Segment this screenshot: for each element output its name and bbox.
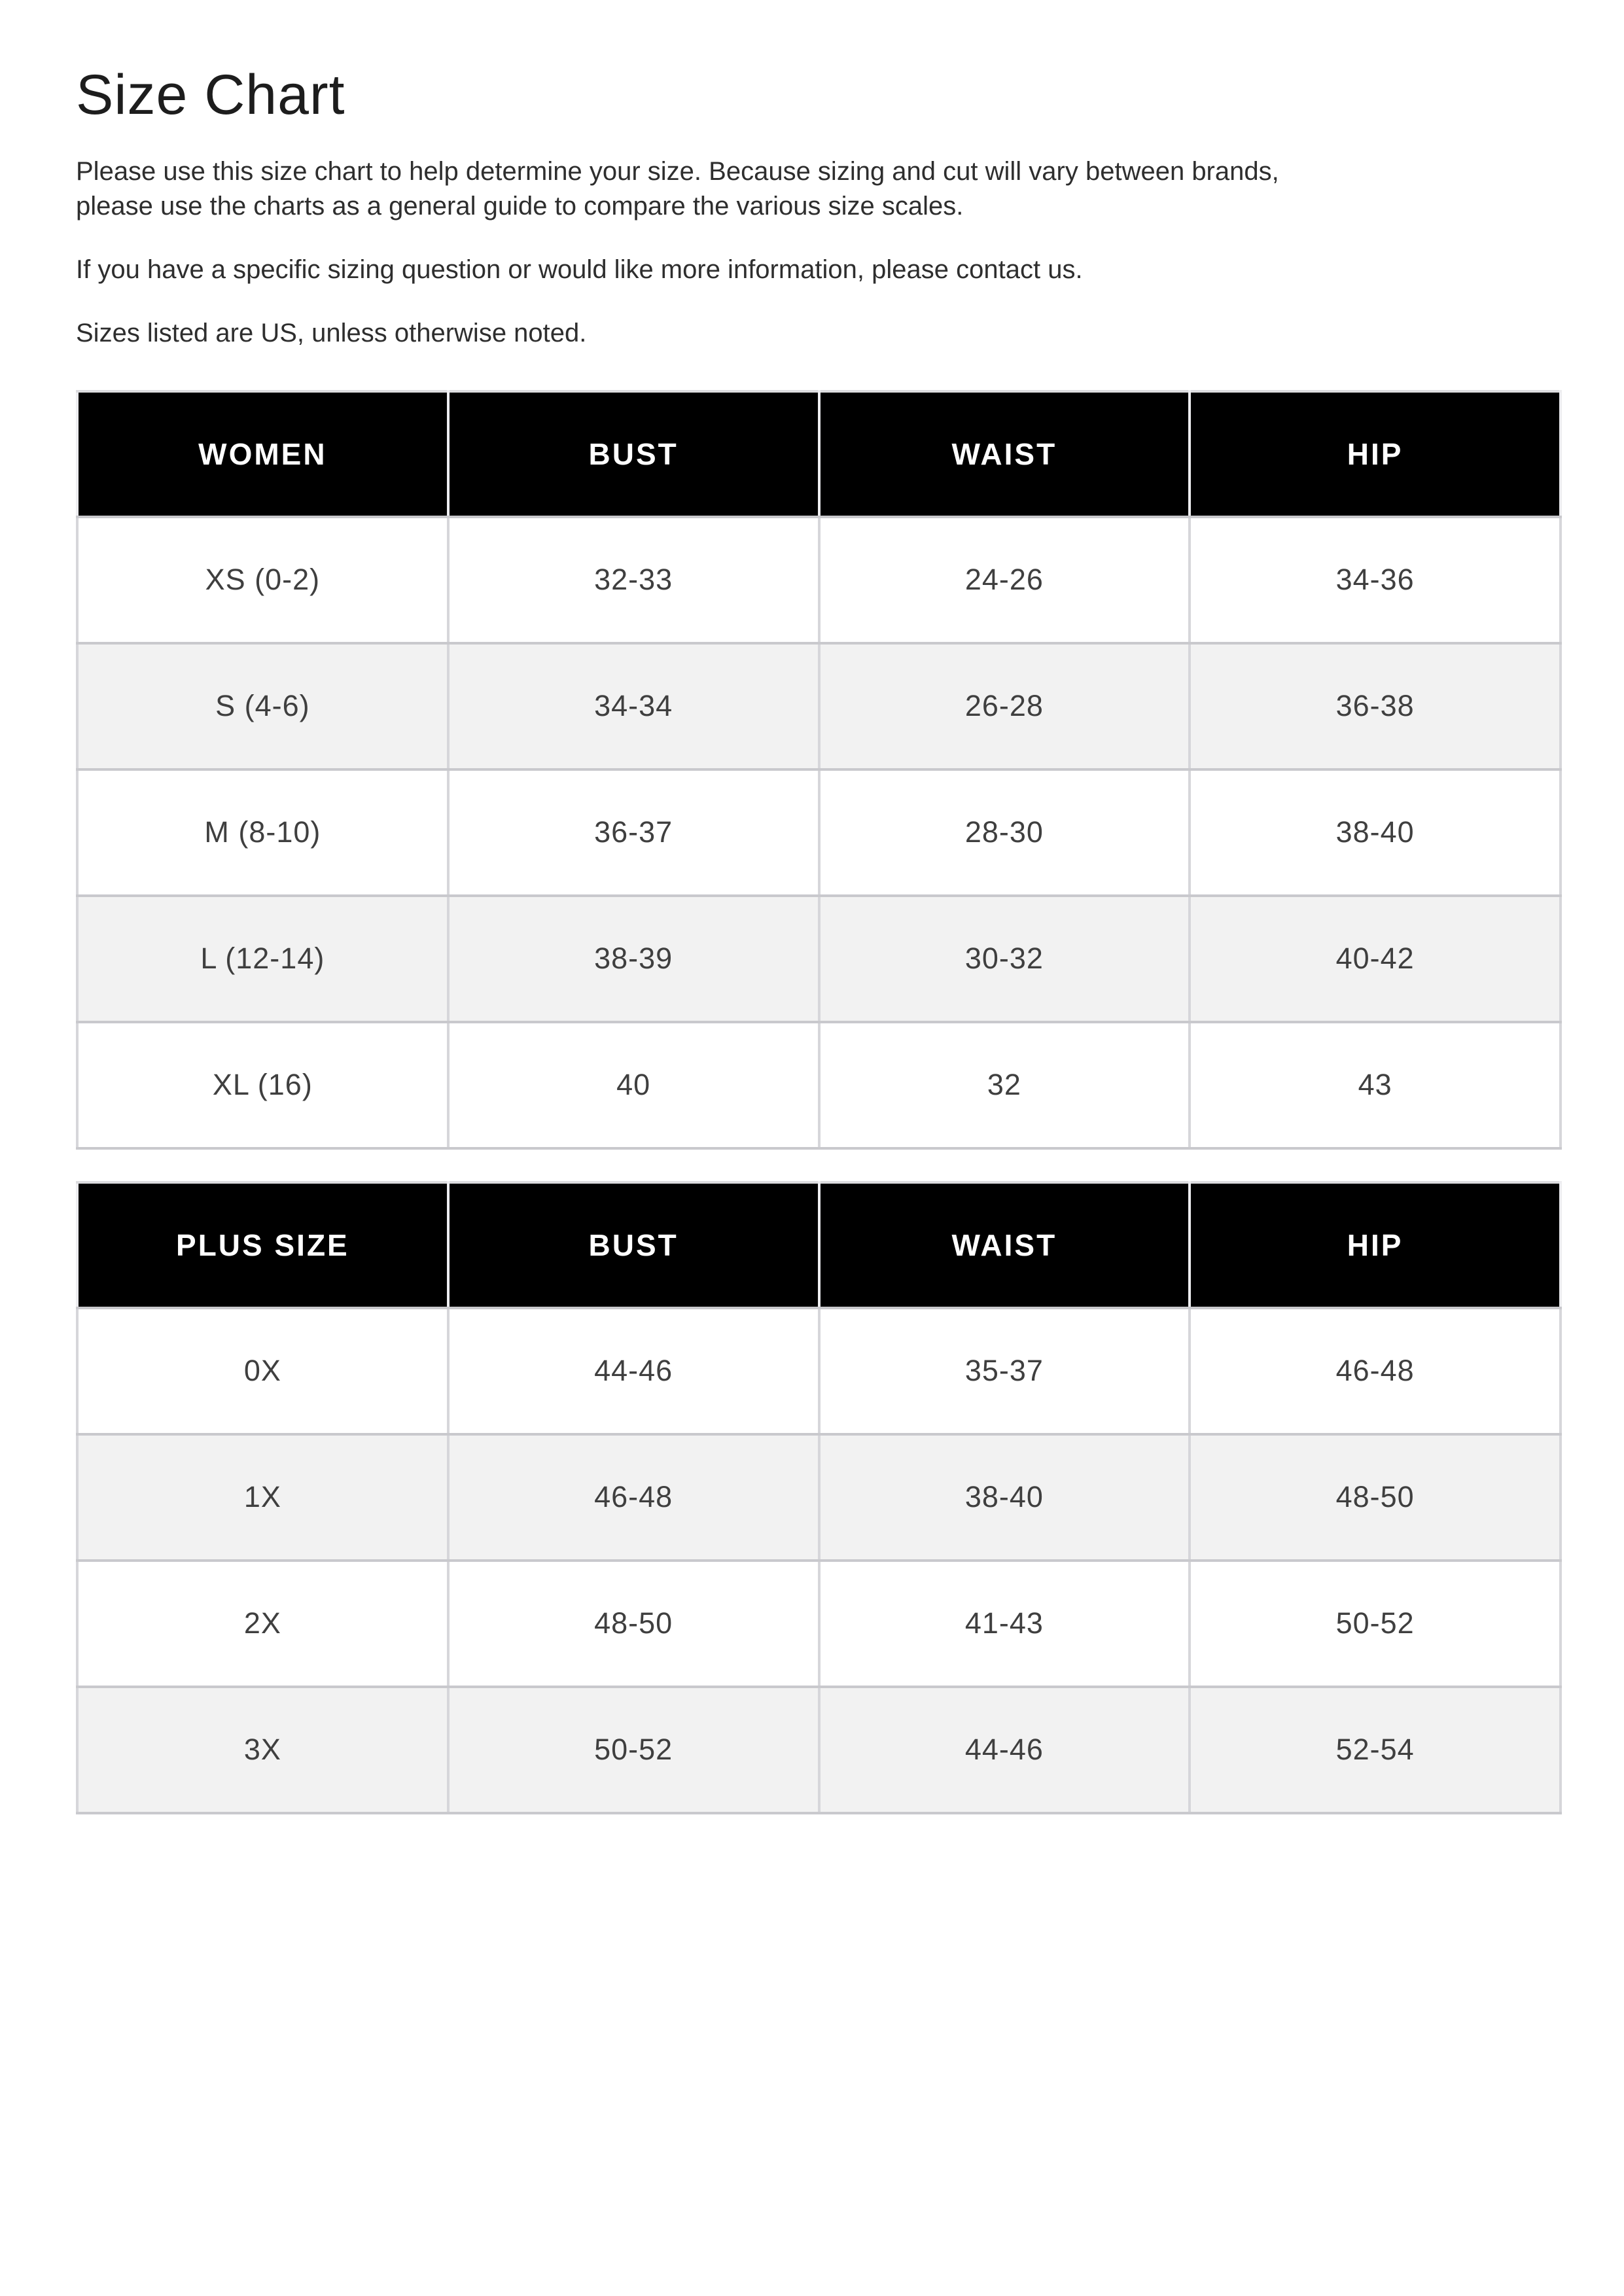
row-m [77, 769, 1561, 896]
cell-waist: 38-40 [819, 1434, 1190, 1561]
intro-paragraph-3: Sizes listed are US, unless otherwise noted. [76, 318, 587, 347]
page-title: Size Chart [76, 63, 345, 126]
row-2x [77, 1561, 1561, 1687]
cell-bust: 38-39 [448, 896, 819, 1022]
header-hip: HIP [1190, 1182, 1561, 1308]
cell-size-label: S (4-6) [77, 643, 448, 769]
plus-size-table [76, 1181, 1562, 1814]
header-bust: BUST [448, 391, 819, 517]
row-0x [77, 1308, 1561, 1434]
row-1x [77, 1434, 1561, 1561]
cell-bust: 50-52 [448, 1687, 819, 1813]
header-waist: WAIST [819, 1182, 1190, 1308]
cell-hip: 34-36 [1190, 517, 1561, 643]
intro-paragraph-1-line-2: please use the charts as a general guide to compare the various size scales. [76, 191, 964, 221]
cell-hip: 40-42 [1190, 896, 1561, 1022]
women-table-header-row [77, 391, 1561, 517]
header-waist: WAIST [819, 391, 1190, 517]
row-xl [77, 1022, 1561, 1148]
cell-bust: 34-34 [448, 643, 819, 769]
intro-paragraph-2: If you have a specific sizing question or would like more information, please contact us. [76, 255, 1083, 284]
row-s [77, 643, 1561, 769]
cell-waist: 30-32 [819, 896, 1190, 1022]
cell-bust: 46-48 [448, 1434, 819, 1561]
row-3x [77, 1687, 1561, 1813]
intro-paragraph-1 [76, 154, 1562, 224]
cell-waist: 32 [819, 1022, 1190, 1148]
cell-waist: 44-46 [819, 1687, 1190, 1813]
cell-waist: 26-28 [819, 643, 1190, 769]
header-hip: HIP [1190, 391, 1561, 517]
cell-bust: 32-33 [448, 517, 819, 643]
plus-size-table-header-row [77, 1182, 1561, 1308]
cell-bust: 40 [448, 1022, 819, 1148]
cell-waist: 28-30 [819, 769, 1190, 896]
cell-size-label: 0X [77, 1308, 448, 1434]
cell-size-label: XL (16) [77, 1022, 448, 1148]
cell-size-label: 2X [77, 1561, 448, 1687]
cell-bust: 36-37 [448, 769, 819, 896]
cell-hip: 38-40 [1190, 769, 1561, 896]
cell-hip: 48-50 [1190, 1434, 1561, 1561]
header-women: WOMEN [77, 391, 448, 517]
cell-waist: 41-43 [819, 1561, 1190, 1687]
header-plus-size: PLUS SIZE [77, 1182, 448, 1308]
cell-bust: 48-50 [448, 1561, 819, 1687]
row-xs [77, 517, 1561, 643]
cell-bust: 44-46 [448, 1308, 819, 1434]
cell-hip: 43 [1190, 1022, 1561, 1148]
cell-hip: 36-38 [1190, 643, 1561, 769]
row-l [77, 896, 1561, 1022]
header-bust: BUST [448, 1182, 819, 1308]
cell-waist: 35-37 [819, 1308, 1190, 1434]
cell-size-label: M (8-10) [77, 769, 448, 896]
cell-hip: 46-48 [1190, 1308, 1561, 1434]
women-size-table [76, 390, 1562, 1150]
cell-hip: 52-54 [1190, 1687, 1561, 1813]
cell-waist: 24-26 [819, 517, 1190, 643]
intro-paragraph-1-line-1: Please use this size chart to help determine your size. Because sizing and cut will vary between brands, [76, 156, 1279, 186]
cell-size-label: L (12-14) [77, 896, 448, 1022]
cell-hip: 50-52 [1190, 1561, 1561, 1687]
cell-size-label: 3X [77, 1687, 448, 1813]
cell-size-label: XS (0-2) [77, 517, 448, 643]
cell-size-label: 1X [77, 1434, 448, 1561]
